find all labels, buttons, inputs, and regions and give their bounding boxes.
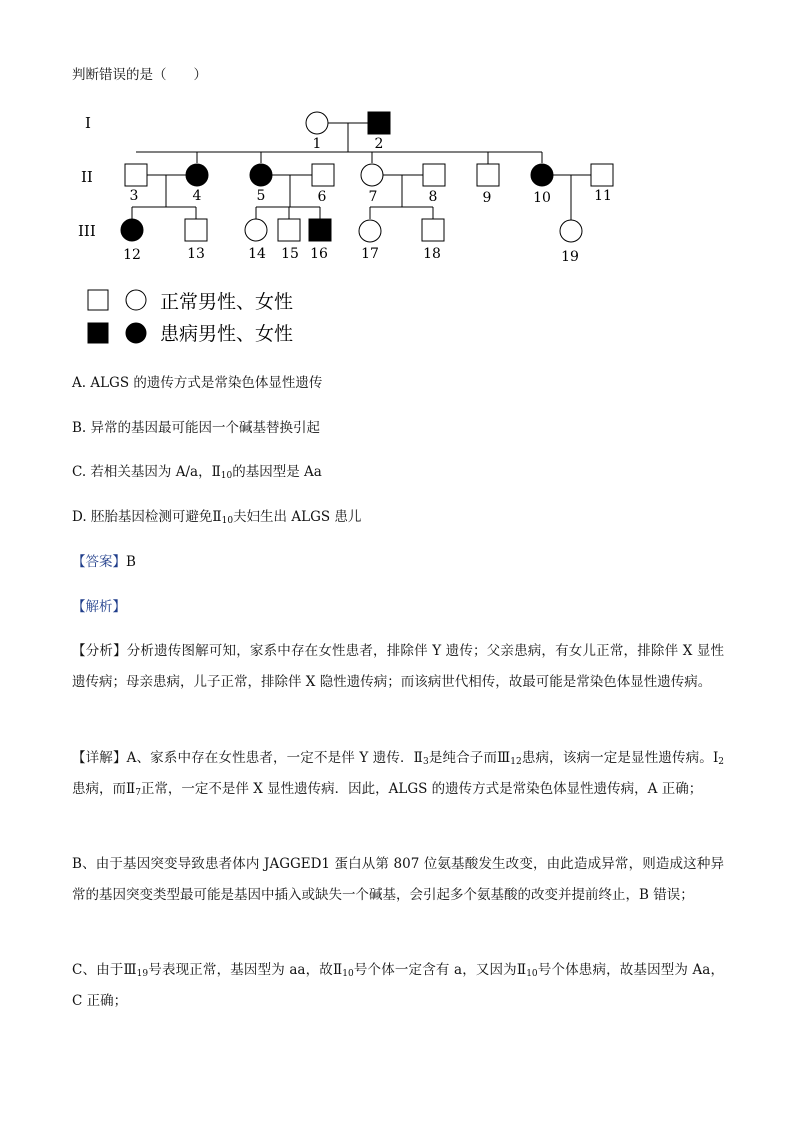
individual-8 bbox=[423, 164, 445, 186]
individual-19 bbox=[560, 220, 582, 242]
individual-number: 5 bbox=[256, 188, 266, 204]
individual-number: 14 bbox=[248, 246, 266, 262]
analysis-detail-a: 【详解】A、家系中存在女性患者，一定不是伴 Y 遗传．$Ⅱ_3$是纯合子而$Ⅲ_{12}$患病，该病一定是显性遗传病。$I_2$患病，而$Ⅱ_7$正常，一定不是伴 X 显性遗传病．因此，ALGS 的遗传方式是常染色体显性遗传病，A 正确； bbox=[72, 750, 725, 798]
individual-number: 10 bbox=[533, 190, 551, 206]
generation-label: I bbox=[85, 114, 91, 132]
option-c: C. 若相关基因为 A/a，$Ⅱ_{10}$的基因型是 Aa bbox=[72, 464, 322, 481]
option-b: B. 异常的基因最可能因一个碱基替换引起 bbox=[72, 420, 321, 436]
individual-number: 7 bbox=[368, 189, 378, 205]
individual-5 bbox=[250, 164, 272, 186]
individual-12 bbox=[121, 219, 143, 241]
individual-14 bbox=[245, 219, 267, 241]
legend-normal-label: 正常男性、女性 bbox=[160, 291, 294, 313]
legend-affected-female-icon bbox=[126, 323, 146, 343]
individual-number: 17 bbox=[361, 246, 379, 262]
individual-3 bbox=[125, 164, 147, 186]
individual-7 bbox=[361, 164, 383, 186]
individual-number: 19 bbox=[561, 249, 579, 265]
legend-affected-label: 患病男性、女性 bbox=[160, 323, 294, 345]
individual-6 bbox=[312, 164, 334, 186]
individual-15 bbox=[278, 219, 300, 241]
individual-number: 4 bbox=[192, 188, 202, 204]
question-stem: 判断错误的是（ ） bbox=[72, 67, 207, 83]
individual-18 bbox=[422, 219, 444, 241]
individual-11 bbox=[591, 164, 613, 186]
pedigree-individuals bbox=[121, 112, 613, 242]
individual-16 bbox=[309, 219, 331, 241]
analysis-fenxi: 【分析】分析遗传图解可知，家系中存在女性患者，排除伴 Y 遗传；父亲患病，有女儿正常，排除伴 X 显性遗传病；母亲患病，儿子正常，排除伴 X 隐性遗传病；而该病世代相传，故最可能是常染色体显性遗传病。 bbox=[72, 643, 725, 690]
individual-number: 16 bbox=[310, 246, 328, 262]
generation-label: II bbox=[81, 168, 93, 186]
legend-affected-male-icon bbox=[88, 323, 108, 343]
answer-tag: 答案 bbox=[85, 554, 113, 570]
analysis-detail-c: C、由于$Ⅲ_{19}$号表现正常，基因型为 aa，故$Ⅱ_{10}$号个体一定含有 a，又因为$Ⅱ_{10}$号个体患病，故基因型为 Aa，C 正确； bbox=[72, 962, 724, 1009]
legend-normal-female-icon bbox=[126, 290, 146, 310]
individual-number: 8 bbox=[428, 189, 438, 205]
individual-number: 2 bbox=[374, 136, 384, 152]
individual-number: 6 bbox=[317, 189, 327, 205]
individual-number: 13 bbox=[187, 246, 205, 262]
individual-number: 15 bbox=[281, 246, 299, 262]
individual-number: 1 bbox=[312, 136, 322, 152]
option-d: D. 胚胎基因检测可避免$Ⅱ_{10}$夫妇生出 ALGS 患儿 bbox=[72, 509, 362, 526]
individual-number: 12 bbox=[123, 247, 141, 263]
individual-4 bbox=[186, 164, 208, 186]
individual-17 bbox=[359, 220, 381, 242]
individual-10 bbox=[531, 164, 553, 186]
analysis-detail-b: B、由于基因突变导致患者体内 JAGGED1 蛋白从第 807 位氨基酸发生改变，由此造成异常，则造成这种异常的基因突变类型最可能是基因中插入或缺失一个碱基，会引起多个氨基酸的改变并提前终止，B 错误； bbox=[72, 856, 724, 903]
answer-value: B bbox=[126, 554, 136, 570]
individual-number: 9 bbox=[482, 190, 492, 206]
pedigree-legend bbox=[88, 290, 293, 345]
analysis-heading: 【解析】 bbox=[72, 599, 126, 615]
answer: 【答案】B bbox=[72, 554, 136, 570]
individual-number: 11 bbox=[594, 188, 612, 204]
legend-normal-male-icon bbox=[88, 290, 108, 310]
individual-number: 3 bbox=[129, 188, 139, 204]
individual-number: 18 bbox=[423, 246, 441, 262]
pedigree-numbers bbox=[123, 136, 612, 265]
individual-13 bbox=[185, 219, 207, 241]
pedigree-chart bbox=[0, 0, 794, 360]
individual-2 bbox=[368, 112, 390, 134]
option-a: A. ALGS 的遗传方式是常染色体显性遗传 bbox=[72, 375, 323, 391]
generation-label: III bbox=[78, 222, 96, 240]
individual-9 bbox=[477, 164, 499, 186]
individual-1 bbox=[306, 112, 328, 134]
